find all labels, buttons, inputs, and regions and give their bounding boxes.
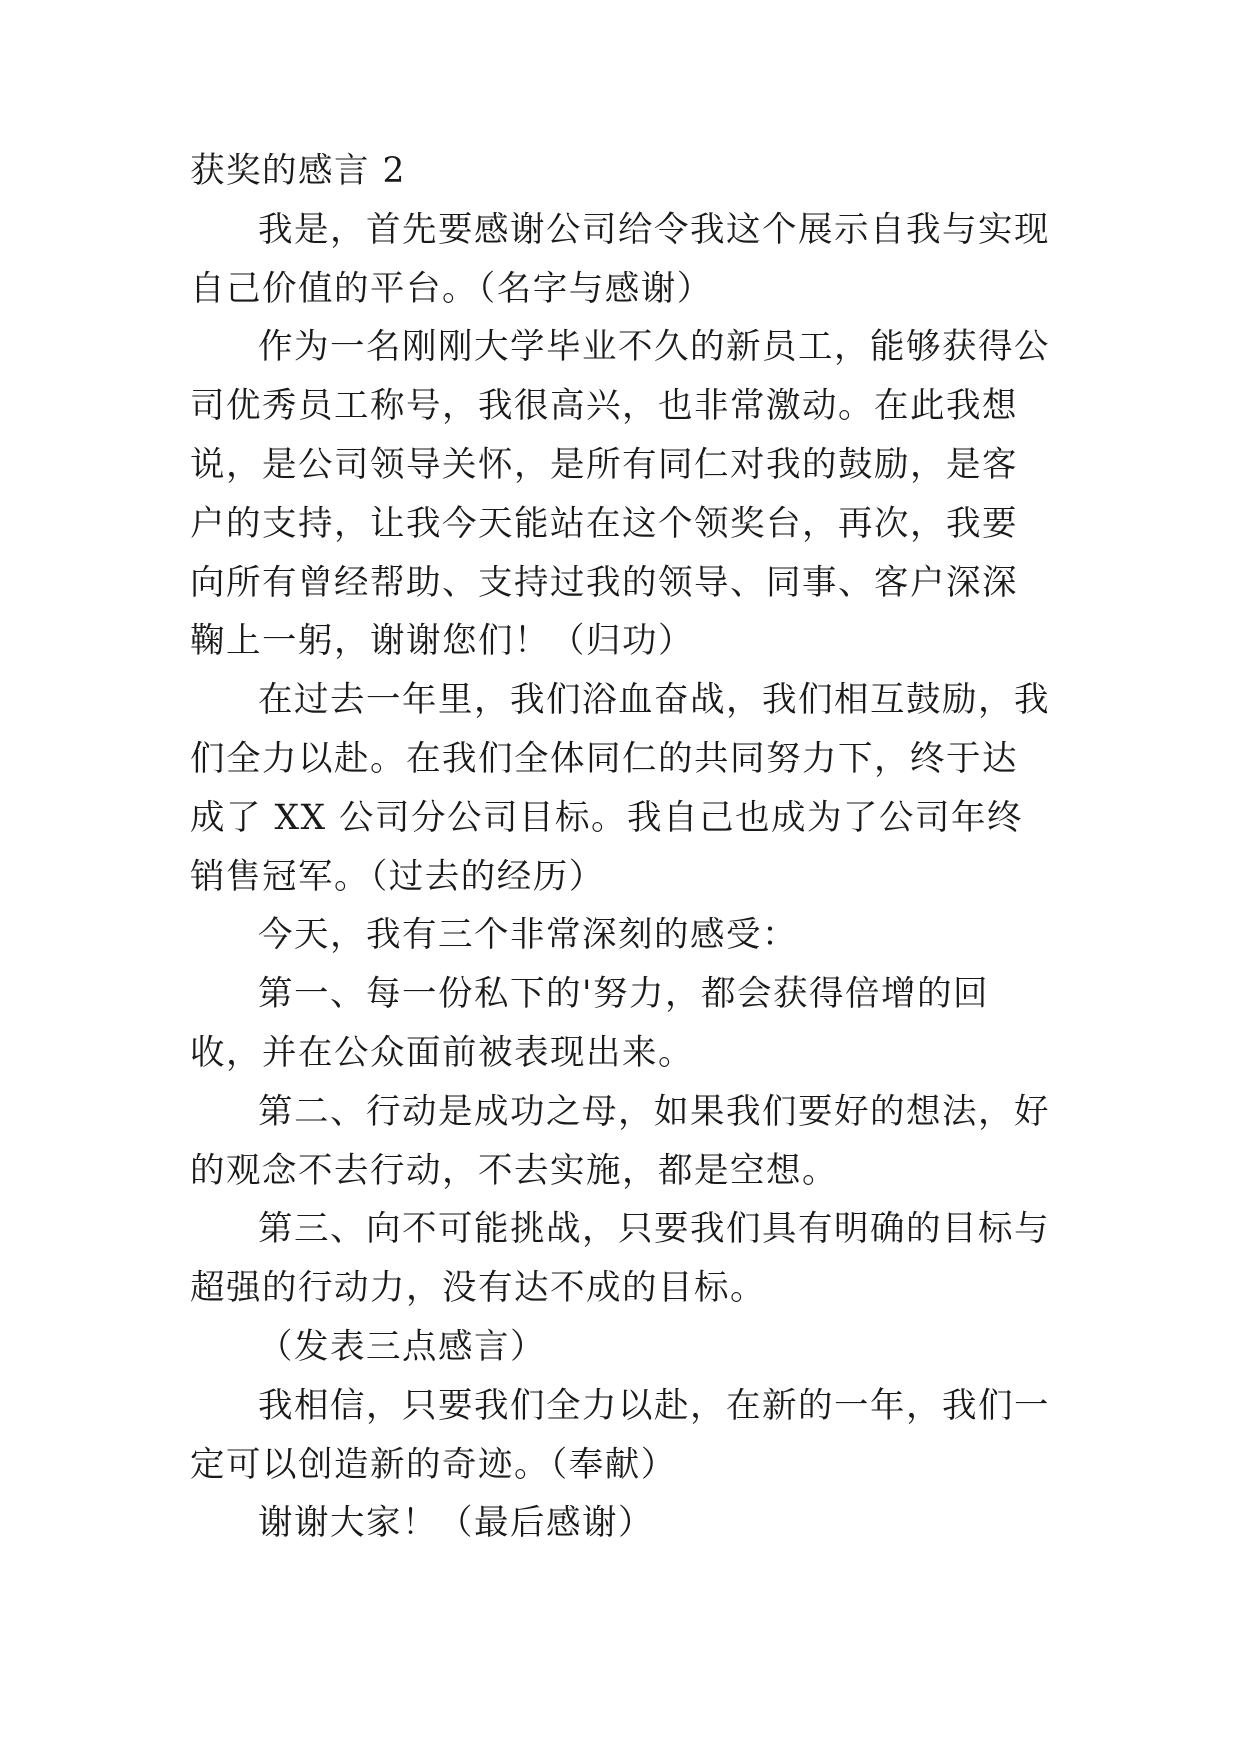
paragraph-intro: 我是，首先要感谢公司给令我这个展示自我与实现自己价值的平台。（名字与感谢） — [190, 209, 1050, 309]
paragraph-past-experience: 在过去一年里，我们浴血奋战，我们相互鼓励，我们全力以赴。在我们全体同仁的共同努力下，终于达成了 XX 公司分公司目标。我自己也成为了公司年终销售冠军。（过去的经历） — [190, 680, 1050, 897]
paragraph-point-two: 第二、行动是成功之母，如果我们要好的想法，好的观念不去行动，不去实施，都是空想。 — [190, 1091, 1050, 1191]
paragraph-note-three-points: （发表三点感言） — [258, 1326, 546, 1367]
document-title: 获奖的感言 2 — [190, 151, 406, 191]
paragraph-point-three: 第三、向不可能挑战，只要我们具有明确的目标与超强的行动力，没有达不成的目标。 — [190, 1209, 1050, 1309]
paragraph-feelings-intro: 今天，我有三个非常深刻的感受： — [258, 915, 798, 956]
document-body — [190, 142, 1050, 1553]
paragraph-closing-thanks: 谢谢大家！（最后感谢） — [258, 1503, 654, 1544]
paragraph-belief: 我相信，只要我们全力以赴，在新的一年，我们一定可以创造新的奇迹。（奉献） — [190, 1385, 1050, 1485]
paragraph-acknowledgement: 作为一名刚刚大学毕业不久的新员工，能够获得公司优秀员工称号，我很高兴，也非常激动。在此我想说，是公司领导关怀，是所有同仁对我的鼓励，是客户的支持，让我今天能站在这个领奖台，再次，我要向所有曾经帮助、支持过我的领导、同事、客户深深鞠上一躬，谢谢您们！（归功） — [190, 327, 1050, 662]
paragraph-point-one: 第一、每一份私下的'努力，都会获得倍增的回收，并在公众面前被表现出来。 — [190, 974, 989, 1073]
